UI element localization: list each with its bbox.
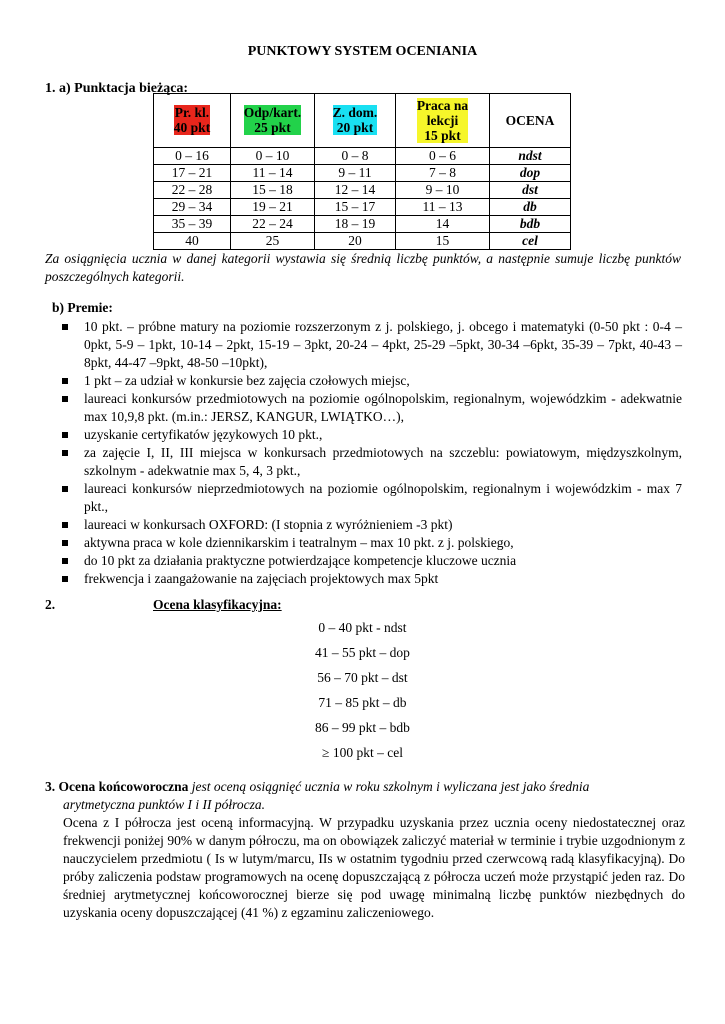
- header-cell-z-dom: [315, 94, 396, 148]
- grade-cell: bdb: [490, 216, 571, 233]
- section-1-heading: 1. a) Punktacja bieżąca:: [45, 81, 189, 96]
- scale-line: 71 – 85 pkt – db: [318, 695, 407, 710]
- header-cell-praca-na-lekcji: [396, 94, 490, 148]
- premie-list: [60, 318, 682, 588]
- table-cell: 17 – 21: [154, 165, 231, 182]
- header-cell-odp-kart: [231, 94, 315, 148]
- list-item: 10 pkt. – próbne matury na poziomie rozszerzonym z j. polskiego, j. obcego i matematyki (0-50 pkt : 0-4 – 0pkt, 5-9 – 1pkt, 10-14 – 2pkt, 15-19 – 3pkt, 20-24 – 4pkt, 25-29 –5pkt, 30-34 –6pkt, 35-39 – 7pkt, 40-43 –8pkt, 44-47 –9pkt, 48-50 –10pkt),: [60, 318, 682, 372]
- list-item: laureaci konkursów nieprzedmiotowych na poziomie ogólnopolskim, regionalnym i wojewódzkim - max 7 pkt.,: [60, 480, 682, 516]
- scale-line: 56 – 70 pkt – dst: [317, 670, 408, 685]
- list-item: 1 pkt – za udział w konkursie bez zajęcia czołowych miejsc,: [60, 372, 682, 390]
- table-cell: 11 – 14: [231, 165, 315, 182]
- section-3-paragraph: Ocena z I półrocza jest oceną informacyjną. W przypadku uzyskania przez ucznia oceny niedostatecznej oraz frekwencji poniżej 90% w danym półroczu, ma on obowiązek zaliczyć materiał w terminie i trybie uzgodnionym z nauczycielem przedmiotu ( Is w lutym/marcu, IIs w ostatnim tygodniu przed czerwcową radą klasyfikacyjną). Do próby zaliczenia podstaw programowych na ocenę dopuszczającą z półrocza uczeń może przystąpić jeden raz. Do średniej arytmetycznej końcoworocznej bierze się pod uwagę minimalną liczbę punktów niezbędnych do uzyskania oceny dopuszczającej (41 %) z egzaminu zaliczeniowego.: [63, 815, 685, 920]
- table-cell: 18 – 19: [315, 216, 396, 233]
- table-cell: 0 – 16: [154, 148, 231, 165]
- table-row: [154, 199, 571, 216]
- section-3-intro: jest oceną osiągnięć ucznia w roku szkolnym i wyliczana jest jako średnia: [188, 779, 590, 794]
- section-3-intro-cont: arytmetyczna punktów I i II półrocza.: [63, 797, 265, 812]
- scale-line: 41 – 55 pkt – dop: [315, 645, 410, 660]
- table-row: [154, 233, 571, 250]
- header-highlight: Z. dom. 20 pkt: [332, 105, 378, 135]
- grade-cell: db: [490, 199, 571, 216]
- table-cell: 15: [396, 233, 490, 250]
- table-cell: 40: [154, 233, 231, 250]
- grade-cell: cel: [490, 233, 571, 250]
- section-2-number: 2.: [45, 597, 56, 612]
- table-cell: 22 – 24: [231, 216, 315, 233]
- list-item: laureaci w konkursach OXFORD: (I stopnia z wyróżnieniem -3 pkt): [60, 516, 682, 534]
- table-cell: 0 – 6: [396, 148, 490, 165]
- table-cell: 20: [315, 233, 396, 250]
- table-cell: 29 – 34: [154, 199, 231, 216]
- scale-line: 86 – 99 pkt – bdb: [315, 720, 410, 735]
- table-cell: 11 – 13: [396, 199, 490, 216]
- table-row: [154, 148, 571, 165]
- section-3-heading: 3. Ocena końcoworoczna: [45, 779, 189, 794]
- table-row: [154, 182, 571, 199]
- grading-table: [153, 93, 571, 250]
- table-row: [154, 216, 571, 233]
- document-title: PUNKTOWY SYSTEM OCENIANIA: [247, 44, 478, 59]
- table-cell: 35 – 39: [154, 216, 231, 233]
- scale-line: ≥ 100 pkt – cel: [322, 745, 403, 760]
- table-cell: 12 – 14: [315, 182, 396, 199]
- premie-heading: b) Premie:: [52, 300, 113, 315]
- table-cell: 15 – 18: [231, 182, 315, 199]
- table-cell: 0 – 8: [315, 148, 396, 165]
- scale-line: 0 – 40 pkt - ndst: [318, 620, 407, 635]
- table-cell: 19 – 21: [231, 199, 315, 216]
- header-cell-ocena: OCENA: [490, 94, 571, 148]
- table-cell: 9 – 11: [315, 165, 396, 182]
- table-header-row: [154, 94, 571, 148]
- table-cell: 9 – 10: [396, 182, 490, 199]
- header-highlight: Pr. kl. 40 pkt: [173, 105, 211, 135]
- table-cell: 25: [231, 233, 315, 250]
- list-item: do 10 pkt za działania praktyczne potwierdzające kompetencje kluczowe ucznia: [60, 552, 682, 570]
- list-item: aktywna praca w kole dziennikarskim i teatralnym – max 10 pkt. z j. polskiego,: [60, 534, 682, 552]
- grade-cell: ndst: [490, 148, 571, 165]
- averaging-note: Za osiągnięcia ucznia w danej kategorii wystawia się średnią liczbę punktów, a następnie sumuje liczbę punktów poszczególnych kategorii.: [45, 251, 681, 284]
- list-item: laureaci konkursów przedmiotowych na poziomie ogólnopolskim, regionalnym, wojewódzkim - adekwatnie max 10,9,8 pkt. (m.in.: JERSZ, KANGUR, LWIĄTKO…),: [60, 390, 682, 426]
- section-3: [45, 778, 685, 922]
- header-cell-pr-kl: [154, 94, 231, 148]
- section-2-heading: Ocena klasyfikacyjna:: [153, 597, 282, 612]
- table-row: [154, 165, 571, 182]
- header-highlight: Odp/kart. 25 pkt: [243, 105, 302, 135]
- list-item: za zajęcie I, II, III miejsca w konkursach przedmiotowych na szczeblu: powiatowym, międzyszkolnym, szkolnym - adekwatnie max 5, 4, 3 pkt.,: [60, 444, 682, 480]
- table-cell: 0 – 10: [231, 148, 315, 165]
- grade-cell: dst: [490, 182, 571, 199]
- grade-cell: dop: [490, 165, 571, 182]
- table-cell: 22 – 28: [154, 182, 231, 199]
- header-highlight: Praca na lekcji 15 pkt: [416, 97, 469, 143]
- list-item: uzyskanie certyfikatów językowych 10 pkt.,: [60, 426, 682, 444]
- table-cell: 7 – 8: [396, 165, 490, 182]
- table-cell: 14: [396, 216, 490, 233]
- list-item: frekwencja i zaangażowanie na zajęciach projektowych max 5pkt: [60, 570, 682, 588]
- table-cell: 15 – 17: [315, 199, 396, 216]
